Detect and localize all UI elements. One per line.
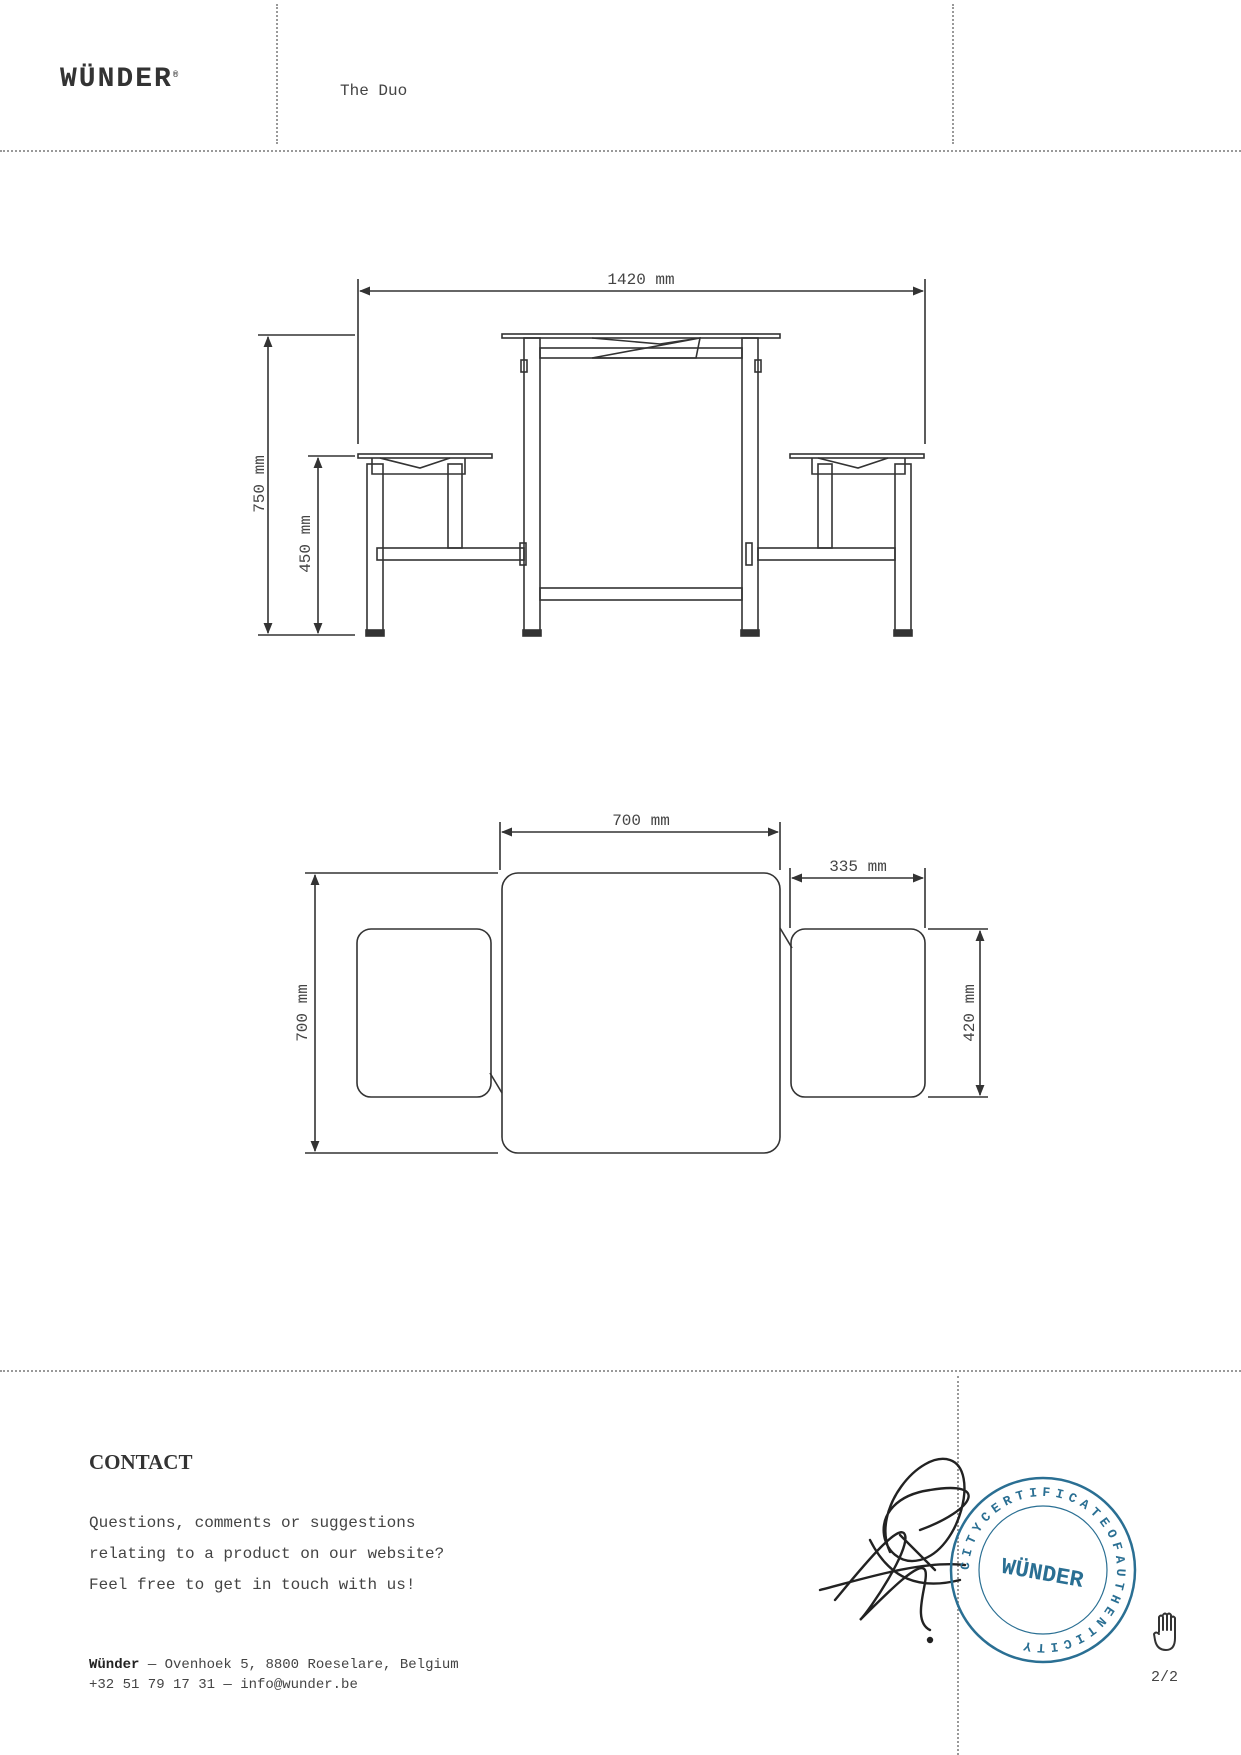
stamp-seal — [951, 1478, 1135, 1662]
contact-heading: CONTACT — [89, 1450, 193, 1474]
footer-rule — [0, 1370, 1241, 1372]
hand-icon — [1152, 1610, 1182, 1652]
dim-seat-height: 450 mm — [297, 515, 315, 573]
contact-line: Questions, comments or suggestions — [89, 1514, 416, 1532]
contact-line: relating to a product on our website? — [89, 1545, 445, 1563]
dim-table-height: 750 mm — [251, 455, 269, 513]
dim-seat-depth: 420 mm — [961, 984, 979, 1042]
page-number: 2/2 — [1151, 1669, 1179, 1686]
stamp-ring-text: CITYCERTIFICATEOFAUTHENTICITY — [957, 1484, 1129, 1656]
contact-line: Feel free to get in touch with us! — [89, 1576, 416, 1594]
document-title: The Duo — [340, 82, 408, 100]
signature-icon — [820, 1459, 969, 1642]
authenticity-stamp — [800, 1440, 1140, 1700]
dim-table-depth: 700 mm — [294, 984, 312, 1042]
dim-total-width: 1420 mm — [607, 271, 675, 289]
contact-message — [89, 1508, 609, 1601]
stamp-brand: WÜNDER — [999, 1553, 1086, 1594]
contact-address — [89, 1655, 459, 1695]
dim-table-width: 700 mm — [612, 812, 670, 830]
brand-logo: WÜNDER® — [60, 64, 181, 95]
phone-email: +32 51 79 17 31 — info@wunder.be — [89, 1677, 358, 1693]
dim-seat-width: 335 mm — [829, 858, 887, 876]
address-line: — Ovenhoek 5, 8800 Roeselare, Belgium — [139, 1657, 459, 1673]
company-name: Wünder — [89, 1657, 140, 1673]
